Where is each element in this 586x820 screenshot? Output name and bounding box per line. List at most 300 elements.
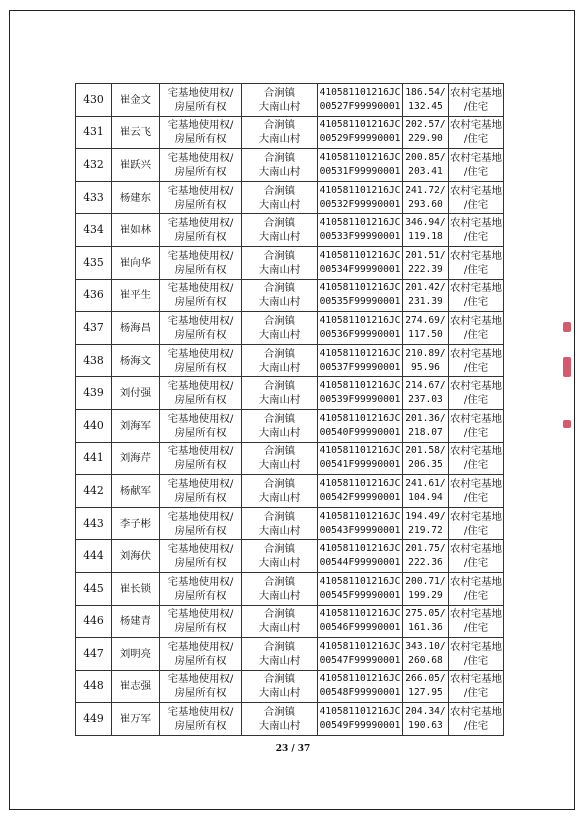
cell-right-type [160, 312, 242, 345]
cell-location-line: 大南山村 [258, 100, 301, 113]
cell-unit-code-line: 410581101216JC [319, 119, 401, 131]
cell-area [403, 312, 449, 345]
cell-usage [449, 344, 504, 377]
cell-unit-code-line: 00531F99990001 [319, 165, 401, 177]
cell-location-line: 大南山村 [258, 133, 301, 146]
cell-area-line: 161.36 [408, 622, 443, 634]
cell-location [242, 116, 318, 149]
page-number: 23 / 37 [275, 744, 311, 754]
seal-stamp-mark [563, 322, 571, 332]
cell-location-line: 大南山村 [258, 361, 301, 374]
cell-area-line: 200.71/ [405, 575, 446, 587]
cell-unit-code [318, 572, 403, 605]
cell-right-type-line: 宅基地使用权/ [167, 510, 234, 523]
cell-unit-code-line: 410581101216JC [319, 86, 401, 98]
table-row [76, 214, 504, 247]
cell-area-line: 222.39 [408, 263, 443, 275]
cell-owner-name: 李子彬 [112, 507, 160, 540]
cell-usage [449, 84, 504, 117]
cell-area-line: 237.03 [408, 394, 443, 406]
cell-location-line: 大南山村 [258, 165, 301, 178]
cell-location [242, 409, 318, 442]
cell-area [403, 214, 449, 247]
cell-right-type-line: 宅基地使用权/ [167, 380, 234, 393]
cell-unit-code-line: 00533F99990001 [319, 231, 401, 243]
cell-unit-code-line: 410581101216JC [319, 380, 401, 392]
cell-right-type [160, 181, 242, 214]
cell-unit-code-line: 410581101216JC [319, 445, 401, 457]
cell-owner-name: 崔平生 [112, 279, 160, 312]
cell-usage-line: 农村宅基地 [450, 640, 502, 653]
cell-unit-code-line: 00534F99990001 [319, 263, 401, 275]
cell-number: 433 [76, 181, 112, 214]
cell-right-type-line: 宅基地使用权/ [167, 477, 234, 490]
cell-unit-code-line: 410581101216JC [319, 282, 401, 294]
cell-location-line: 合涧镇 [263, 119, 296, 132]
registration-table [75, 83, 504, 736]
cell-right-type-line: 房屋所有权 [174, 231, 227, 244]
cell-location-line: 大南山村 [258, 654, 301, 667]
cell-right-type-line: 宅基地使用权/ [167, 314, 234, 327]
cell-location-line: 大南山村 [258, 459, 301, 472]
cell-area-line: 204.34/ [405, 706, 446, 718]
cell-usage-line: /住宅 [463, 394, 489, 407]
cell-owner-name: 崔向华 [112, 246, 160, 279]
cell-owner-name: 崔云飞 [112, 116, 160, 149]
cell-owner-name: 崔万军 [112, 703, 160, 736]
cell-unit-code-line: 410581101216JC [319, 151, 401, 163]
cell-usage-line: /住宅 [463, 687, 489, 700]
cell-location [242, 312, 318, 345]
table-row [76, 703, 504, 736]
cell-usage [449, 638, 504, 671]
cell-right-type [160, 670, 242, 703]
cell-location [242, 442, 318, 475]
cell-usage-line: 农村宅基地 [450, 249, 502, 262]
cell-usage [449, 246, 504, 279]
cell-location-line: 合涧镇 [263, 510, 296, 523]
cell-location [242, 84, 318, 117]
cell-location-line: 合涧镇 [263, 347, 296, 360]
cell-unit-code-line: 00532F99990001 [319, 198, 401, 210]
cell-right-type-line: 房屋所有权 [174, 459, 227, 472]
table-row [76, 540, 504, 573]
cell-usage-line: 农村宅基地 [450, 380, 502, 393]
table-row [76, 475, 504, 508]
cell-usage-line: 农村宅基地 [450, 477, 502, 490]
seal-stamp-mark [563, 357, 571, 377]
cell-usage-line: 农村宅基地 [450, 412, 502, 425]
cell-unit-code [318, 312, 403, 345]
table-row [76, 377, 504, 410]
cell-right-type-line: 房屋所有权 [174, 328, 227, 341]
cell-area-line: 343.10/ [405, 640, 446, 652]
cell-area [403, 572, 449, 605]
cell-number: 446 [76, 605, 112, 638]
cell-right-type-line: 房屋所有权 [174, 361, 227, 374]
cell-area [403, 605, 449, 638]
cell-location [242, 344, 318, 377]
cell-unit-code-line: 00547F99990001 [319, 654, 401, 666]
cell-usage-line: /住宅 [463, 165, 489, 178]
cell-location [242, 149, 318, 182]
cell-area-line: 274.69/ [405, 314, 446, 326]
cell-area-line: 194.49/ [405, 510, 446, 522]
cell-right-type [160, 377, 242, 410]
cell-location-line: 合涧镇 [263, 575, 296, 588]
cell-location-line: 大南山村 [258, 296, 301, 309]
cell-usage [449, 149, 504, 182]
cell-usage-line: 农村宅基地 [450, 184, 502, 197]
table-row [76, 507, 504, 540]
cell-area-line: 201.42/ [405, 282, 446, 294]
cell-number: 448 [76, 670, 112, 703]
cell-usage-line: 农村宅基地 [450, 673, 502, 686]
cell-unit-code [318, 84, 403, 117]
cell-unit-code-line: 00544F99990001 [319, 557, 401, 569]
cell-unit-code-line: 410581101216JC [319, 640, 401, 652]
cell-number: 449 [76, 703, 112, 736]
cell-usage-line: /住宅 [463, 622, 489, 635]
cell-usage-line: 农村宅基地 [450, 445, 502, 458]
cell-unit-code [318, 638, 403, 671]
cell-usage [449, 572, 504, 605]
cell-owner-name: 刘付强 [112, 377, 160, 410]
cell-area [403, 279, 449, 312]
cell-right-type-line: 宅基地使用权/ [167, 184, 234, 197]
cell-location-line: 大南山村 [258, 557, 301, 570]
cell-area-line: 119.18 [408, 231, 443, 243]
cell-unit-code-line: 410581101216JC [319, 347, 401, 359]
cell-number: 434 [76, 214, 112, 247]
cell-location-line: 大南山村 [258, 426, 301, 439]
cell-unit-code-line: 00537F99990001 [319, 361, 401, 373]
cell-location-line: 大南山村 [258, 491, 301, 504]
cell-usage [449, 703, 504, 736]
cell-number: 445 [76, 572, 112, 605]
cell-usage [449, 670, 504, 703]
cell-area-line: 218.07 [408, 426, 443, 438]
cell-right-type-line: 房屋所有权 [174, 165, 227, 178]
cell-unit-code-line: 410581101216JC [319, 217, 401, 229]
cell-area-line: 260.68 [408, 654, 443, 666]
cell-unit-code-line: 410581101216JC [319, 608, 401, 620]
cell-location-line: 大南山村 [258, 622, 301, 635]
cell-usage [449, 507, 504, 540]
cell-location-line: 大南山村 [258, 231, 301, 244]
table-row [76, 409, 504, 442]
cell-location-line: 合涧镇 [263, 412, 296, 425]
cell-right-type-line: 房屋所有权 [174, 622, 227, 635]
cell-usage-line: 农村宅基地 [450, 217, 502, 230]
cell-area-line: 201.75/ [405, 543, 446, 555]
cell-usage [449, 312, 504, 345]
cell-unit-code-line: 00540F99990001 [319, 426, 401, 438]
cell-unit-code-line: 00527F99990001 [319, 100, 401, 112]
cell-area [403, 540, 449, 573]
cell-area-line: 241.72/ [405, 184, 446, 196]
cell-location-line: 合涧镇 [263, 314, 296, 327]
cell-area [403, 149, 449, 182]
cell-right-type-line: 宅基地使用权/ [167, 412, 234, 425]
cell-unit-code [318, 246, 403, 279]
cell-location [242, 540, 318, 573]
cell-unit-code [318, 116, 403, 149]
cell-right-type-line: 房屋所有权 [174, 524, 227, 537]
cell-right-type-line: 房屋所有权 [174, 687, 227, 700]
table-row [76, 84, 504, 117]
cell-area-line: 201.51/ [405, 249, 446, 261]
cell-location [242, 181, 318, 214]
cell-right-type-line: 宅基地使用权/ [167, 445, 234, 458]
cell-right-type-line: 宅基地使用权/ [167, 249, 234, 262]
cell-area-line: 266.05/ [405, 673, 446, 685]
cell-area-line: 127.95 [408, 687, 443, 699]
cell-unit-code [318, 670, 403, 703]
cell-right-type-line: 宅基地使用权/ [167, 347, 234, 360]
cell-number: 437 [76, 312, 112, 345]
cell-owner-name: 崔跃兴 [112, 149, 160, 182]
cell-area [403, 181, 449, 214]
table-row [76, 181, 504, 214]
table-row [76, 572, 504, 605]
cell-location-line: 合涧镇 [263, 477, 296, 490]
cell-location-line: 合涧镇 [263, 673, 296, 686]
cell-area-line: 346.94/ [405, 217, 446, 229]
cell-usage-line: /住宅 [463, 720, 489, 733]
cell-right-type-line: 宅基地使用权/ [167, 640, 234, 653]
cell-area-line: 275.05/ [405, 608, 446, 620]
cell-usage-line: /住宅 [463, 491, 489, 504]
cell-area-line: 202.57/ [405, 119, 446, 131]
cell-area-line: 132.45 [408, 100, 443, 112]
cell-unit-code-line: 00546F99990001 [319, 622, 401, 634]
cell-number: 435 [76, 246, 112, 279]
cell-number: 443 [76, 507, 112, 540]
cell-usage-line: /住宅 [463, 459, 489, 472]
cell-number: 436 [76, 279, 112, 312]
cell-unit-code-line: 00539F99990001 [319, 394, 401, 406]
cell-unit-code-line: 00541F99990001 [319, 459, 401, 471]
cell-area [403, 507, 449, 540]
cell-usage [449, 279, 504, 312]
cell-usage [449, 605, 504, 638]
cell-location-line: 合涧镇 [263, 217, 296, 230]
cell-number: 439 [76, 377, 112, 410]
cell-owner-name: 杨海昌 [112, 312, 160, 345]
cell-right-type-line: 宅基地使用权/ [167, 217, 234, 230]
cell-location-line: 大南山村 [258, 720, 301, 733]
cell-number: 444 [76, 540, 112, 573]
table-row [76, 149, 504, 182]
cell-usage [449, 214, 504, 247]
cell-unit-code-line: 410581101216JC [319, 543, 401, 555]
cell-right-type [160, 344, 242, 377]
cell-location [242, 279, 318, 312]
cell-usage-line: /住宅 [463, 263, 489, 276]
cell-usage-line: /住宅 [463, 654, 489, 667]
cell-usage-line: /住宅 [463, 231, 489, 244]
cell-usage-line: /住宅 [463, 100, 489, 113]
cell-location-line: 合涧镇 [263, 380, 296, 393]
cell-location-line: 合涧镇 [263, 86, 296, 99]
cell-usage-line: 农村宅基地 [450, 608, 502, 621]
cell-area [403, 703, 449, 736]
cell-unit-code-line: 410581101216JC [319, 249, 401, 261]
cell-location-line: 合涧镇 [263, 445, 296, 458]
cell-location-line: 合涧镇 [263, 184, 296, 197]
cell-area-line: 117.50 [408, 328, 443, 340]
cell-unit-code-line: 00535F99990001 [319, 296, 401, 308]
cell-unit-code [318, 475, 403, 508]
cell-location [242, 475, 318, 508]
cell-right-type [160, 116, 242, 149]
cell-location [242, 670, 318, 703]
cell-unit-code-line: 410581101216JC [319, 412, 401, 424]
cell-area-line: 222.36 [408, 557, 443, 569]
cell-usage-line: 农村宅基地 [450, 706, 502, 719]
cell-right-type-line: 房屋所有权 [174, 133, 227, 146]
cell-location-line: 合涧镇 [263, 706, 296, 719]
cell-location-line: 合涧镇 [263, 640, 296, 653]
cell-area [403, 442, 449, 475]
cell-right-type-line: 宅基地使用权/ [167, 543, 234, 556]
cell-area-line: 293.60 [408, 198, 443, 210]
cell-unit-code [318, 442, 403, 475]
cell-unit-code [318, 377, 403, 410]
cell-area [403, 246, 449, 279]
table-row [76, 279, 504, 312]
cell-unit-code-line: 00543F99990001 [319, 524, 401, 536]
cell-number: 441 [76, 442, 112, 475]
cell-unit-code-line: 00529F99990001 [319, 133, 401, 145]
cell-owner-name: 刘明亮 [112, 638, 160, 671]
cell-usage [449, 409, 504, 442]
cell-unit-code-line: 410581101216JC [319, 477, 401, 489]
cell-right-type [160, 572, 242, 605]
cell-usage-line: 农村宅基地 [450, 543, 502, 556]
cell-right-type-line: 房屋所有权 [174, 589, 227, 602]
cell-owner-name: 刘海伏 [112, 540, 160, 573]
table-row [76, 116, 504, 149]
cell-location [242, 214, 318, 247]
cell-usage-line: /住宅 [463, 198, 489, 211]
cell-area-line: 203.41 [408, 165, 443, 177]
cell-right-type [160, 703, 242, 736]
cell-right-type-line: 宅基地使用权/ [167, 151, 234, 164]
cell-owner-name: 杨海文 [112, 344, 160, 377]
cell-location [242, 703, 318, 736]
cell-area-line: 201.58/ [405, 445, 446, 457]
cell-usage [449, 181, 504, 214]
cell-location-line: 合涧镇 [263, 249, 296, 262]
cell-right-type [160, 638, 242, 671]
cell-location [242, 638, 318, 671]
cell-usage [449, 377, 504, 410]
cell-unit-code [318, 409, 403, 442]
cell-usage [449, 540, 504, 573]
cell-unit-code-line: 00536F99990001 [319, 328, 401, 340]
cell-area-line: 241.61/ [405, 477, 446, 489]
cell-area-line: 210.89/ [405, 347, 446, 359]
cell-unit-code-line: 410581101216JC [319, 184, 401, 196]
cell-location-line: 大南山村 [258, 524, 301, 537]
table-row [76, 638, 504, 671]
cell-usage [449, 442, 504, 475]
cell-location [242, 507, 318, 540]
cell-unit-code [318, 703, 403, 736]
cell-usage-line: 农村宅基地 [450, 347, 502, 360]
cell-right-type [160, 475, 242, 508]
cell-unit-code [318, 507, 403, 540]
cell-usage-line: /住宅 [463, 296, 489, 309]
cell-right-type-line: 宅基地使用权/ [167, 119, 234, 132]
cell-location-line: 大南山村 [258, 687, 301, 700]
cell-location-line: 大南山村 [258, 589, 301, 602]
cell-usage-line: /住宅 [463, 524, 489, 537]
table-row [76, 246, 504, 279]
cell-unit-code [318, 344, 403, 377]
cell-right-type [160, 214, 242, 247]
cell-area-line: 95.96 [411, 361, 440, 373]
cell-unit-code-line: 410581101216JC [319, 673, 401, 685]
cell-right-type-line: 房屋所有权 [174, 557, 227, 570]
cell-usage [449, 116, 504, 149]
cell-location-line: 合涧镇 [263, 151, 296, 164]
cell-unit-code-line: 410581101216JC [319, 706, 401, 718]
cell-area-line: 186.54/ [405, 86, 446, 98]
cell-location-line: 大南山村 [258, 198, 301, 211]
cell-unit-code-line: 00549F99990001 [319, 720, 401, 732]
cell-usage [449, 475, 504, 508]
cell-usage-line: /住宅 [463, 361, 489, 374]
cell-unit-code [318, 149, 403, 182]
cell-owner-name: 杨建东 [112, 181, 160, 214]
cell-right-type [160, 605, 242, 638]
cell-unit-code [318, 605, 403, 638]
cell-owner-name: 杨建青 [112, 605, 160, 638]
cell-right-type [160, 149, 242, 182]
cell-area [403, 475, 449, 508]
cell-right-type-line: 房屋所有权 [174, 654, 227, 667]
cell-number: 432 [76, 149, 112, 182]
cell-right-type-line: 宅基地使用权/ [167, 608, 234, 621]
cell-right-type-line: 房屋所有权 [174, 720, 227, 733]
cell-area-line: 214.67/ [405, 380, 446, 392]
cell-number: 442 [76, 475, 112, 508]
cell-right-type [160, 409, 242, 442]
cell-unit-code-line: 410581101216JC [319, 314, 401, 326]
cell-area-line: 104.94 [408, 491, 443, 503]
table-row [76, 670, 504, 703]
cell-usage-line: 农村宅基地 [450, 151, 502, 164]
cell-area-line: 190.63 [408, 720, 443, 732]
cell-right-type-line: 房屋所有权 [174, 198, 227, 211]
table-row [76, 605, 504, 638]
cell-owner-name: 崔长锁 [112, 572, 160, 605]
cell-right-type [160, 507, 242, 540]
cell-area-line: 199.29 [408, 589, 443, 601]
cell-usage-line: 农村宅基地 [450, 314, 502, 327]
cell-right-type-line: 宅基地使用权/ [167, 86, 234, 99]
cell-area-line: 229.90 [408, 133, 443, 145]
cell-right-type [160, 442, 242, 475]
cell-location-line: 合涧镇 [263, 608, 296, 621]
cell-right-type [160, 540, 242, 573]
cell-area [403, 377, 449, 410]
cell-location-line: 合涧镇 [263, 543, 296, 556]
cell-area [403, 638, 449, 671]
